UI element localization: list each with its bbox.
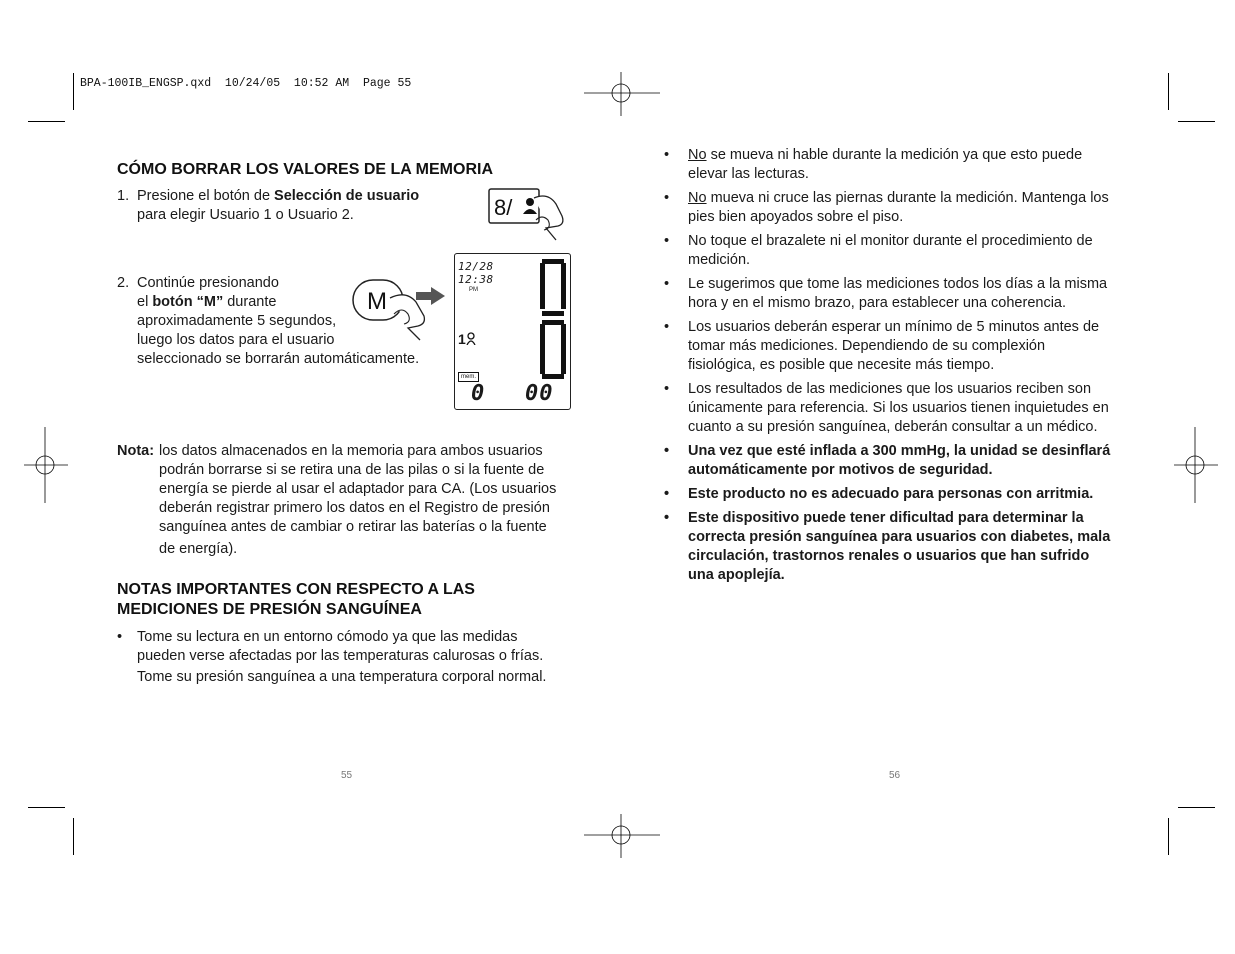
lcd-pulse-digits: 00 [525, 381, 554, 406]
step-1-text: Presione el botón de Selección de usuario para elegir Usuario 1 o Usuario 2. [137, 188, 420, 223]
lcd-user-indicator: 1 [458, 331, 476, 347]
registration-mark-right [1174, 427, 1218, 503]
lcd-large-digits [538, 257, 568, 381]
lcd-pm: PM [469, 287, 478, 293]
left-bullet-text: Tome su lectura en un entorno cómodo ya que las medidas pueden verse afectadas por las temperaturas calurosas o frías. Tome su presión sanguínea a una temperatura corporal normal. [137, 629, 547, 685]
user-select-button-label: Selección de usuario [274, 188, 420, 204]
lcd-date: 12/28 [458, 260, 494, 273]
bullet-item: • No se mueva ni hable durante la medición ya que esto puede elevar las lecturas. [664, 147, 1083, 182]
heading-clear-memory: CÓMO BORRAR LOS VALORES DE LA MEMORIA [117, 161, 493, 178]
bullet-item: • Le sugerimos que tome las mediciones todos los días a la misma hora y en el mismo brazo, para establecer una coherencia. [664, 276, 1108, 311]
page-number-right: 56 [889, 770, 901, 781]
m-button-glyph: M [367, 288, 387, 315]
user-button-glyph: 8/ [494, 195, 513, 220]
bullet-item-bold: • Este producto no es adecuado para personas con arritmia. [664, 486, 1094, 502]
note-label: Nota: [117, 443, 155, 459]
left-bullet-dot: • [117, 629, 123, 645]
step-2-number: 2. [117, 275, 130, 291]
right-bullet-list [664, 146, 1116, 590]
registration-mark-bottom [584, 814, 660, 858]
step-1-number: 1. [117, 188, 130, 204]
lcd-display [454, 253, 571, 410]
page-number-left: 55 [341, 770, 353, 781]
user-select-button-illustration [486, 186, 566, 244]
bullet-item: • Los resultados de las mediciones que los usuarios reciben son únicamente para referencia. Si los usuarios tienen inquietudes en cuanto a su presión sanguínea, deberán consultar a un médico. [664, 381, 1109, 435]
bullet-item: • Los usuarios deberán esperar un mínimo de 5 minutos antes de tomar más mediciones. Dependiendo de su complexión fisiológica, es posible que necesite más tiempo. [664, 319, 1100, 373]
file-slug: BPA-100IB_ENGSP.qxd 10/24/05 10:52 AM Page 55 [80, 77, 412, 90]
lcd-mem-count: 0 [471, 381, 485, 406]
registration-mark-top [584, 72, 660, 116]
bullet-item: • No toque el brazalete ni el monitor durante el procedimiento de medición. [664, 233, 1093, 268]
heading-important-notes: NOTAS IMPORTANTES CON RESPECTO A LAS MEDICIONES DE PRESIÓN SANGUÍNEA [117, 581, 475, 618]
arrow-right-icon [416, 287, 446, 305]
bullet-item: • No mueva ni cruce las piernas durante la medición. Mantenga los pies bien apoyados sobre el piso. [664, 190, 1109, 225]
lcd-mem-label: mem. [458, 372, 479, 382]
lcd-time: 12:38 [458, 273, 494, 286]
bullet-item-bold: • Una vez que esté inflada a 300 mmHg, la unidad se desinflará automáticamente por motivos de seguridad. [664, 443, 1111, 478]
note-text: los datos almacenados en la memoria para ambos usuarios podrán borrarse si se retira una de las pilas o si la fuente de energía se pierde al usar el adaptador para CA. (Los usuarios deberán registrar primero los datos en el Registro de presión sanguínea antes de cambiar o retirar las baterías o la fuente de energía). [159, 443, 557, 557]
m-button-label: botón “M” [152, 294, 224, 310]
registration-mark-left [24, 427, 68, 503]
bullet-item-bold: • Este dispositivo puede tener dificultad para determinar la correcta presión sanguínea para usuarios con diabetes, mala circulación, trastornos renales o usuarios que han sufrido una apoplejía. [664, 510, 1111, 583]
step-2-text: Continúe presionando el botón “M” durante aproximadamente 5 segundos, luego los datos para el usuario seleccionado se borrarán automáticamente. [137, 275, 420, 367]
